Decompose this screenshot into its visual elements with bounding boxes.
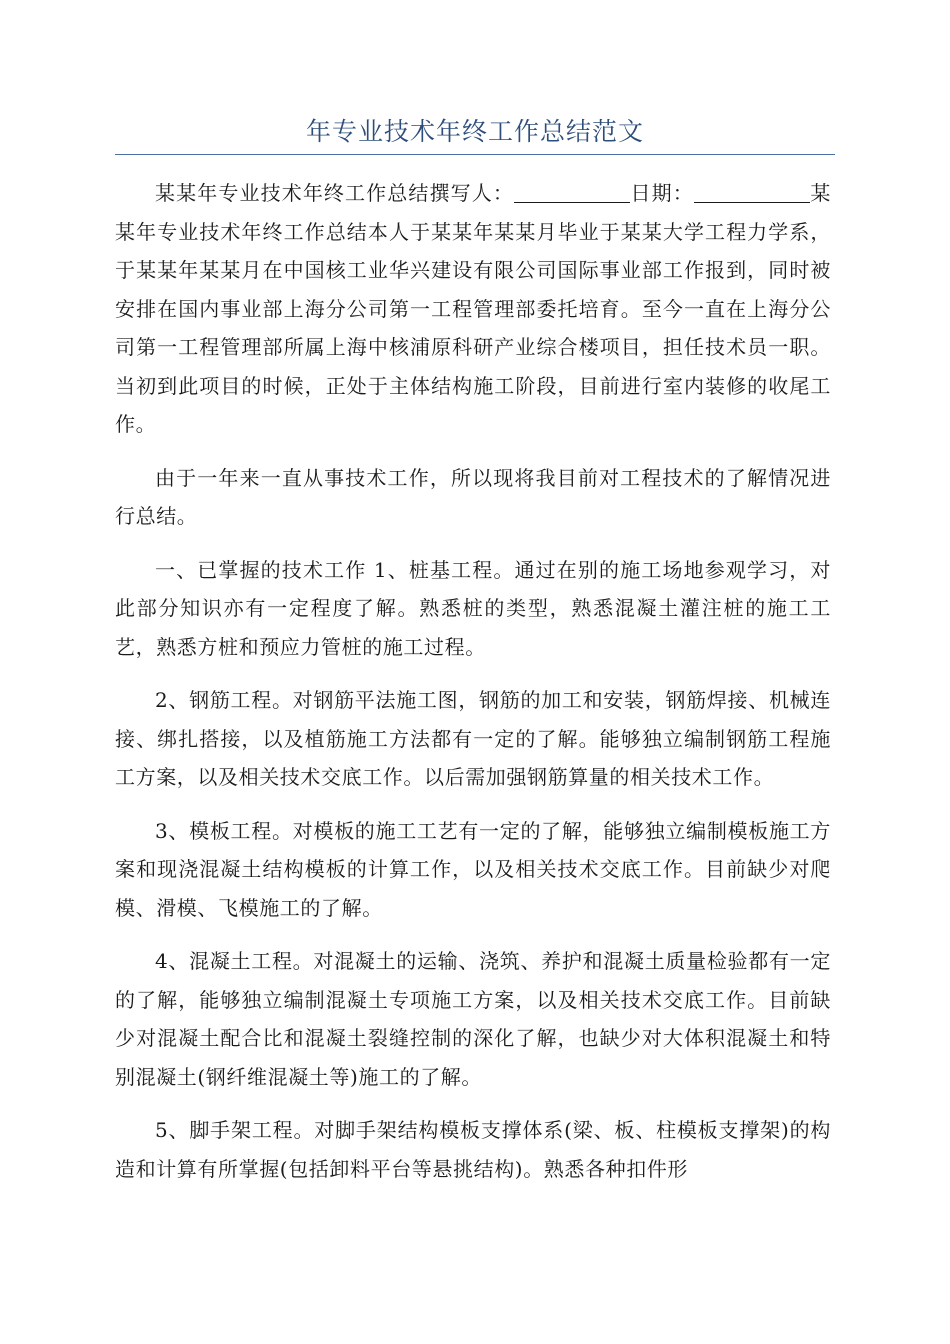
author-blank [514, 182, 630, 203]
body-paragraph: 2、钢筋工程。对钢筋平法施工图，钢筋的加工和安装，钢筋焊接、机械连接、绑扎搭接，以及植筋施工方法都有一定的了解。能够独立编制钢筋工程施工方案，以及相关技术交底工作。以后需加强钢筋算量的相关技术工作。 [115, 688, 831, 789]
body-paragraph: 4、混凝土工程。对混凝土的运输、浇筑、养护和混凝土质量检验都有一定的了解，能够独立编制混凝土专项施工方案，以及相关技术交底工作。目前缺少对混凝土配合比和混凝土裂缝控制的深化了解，也缺少对大体积混凝土和特别混凝土(钢纤维混凝土等)施工的了解。 [115, 949, 831, 1089]
body-paragraph: 由于一年来一直从事技术工作，所以现将我目前对工程技术的了解情况进行总结。 [115, 465, 831, 528]
intro-paragraph [115, 174, 831, 444]
body-paragraph: 5、脚手架工程。对脚手架结构模板支撑体系(梁、板、柱模板支撑架)的构造和计算有所掌握(包括卸料平台等悬挑结构)。熟悉各种扣件形 [115, 1118, 831, 1181]
intro-body: 某某年专业技术年终工作总结本人于某某年某某月毕业于某某大学工程力学系，于某某年某某月在中国核工业华兴建设有限公司国际事业部工作报到，同时被安排在国内事业部上海分公司第一工程管理部委托培育。至今一直在上海分公司第一工程管理部所属上海中核浦原科研产业综合楼项目，担任技术员一职。当初到此项目的时候，正处于主体结构施工阶段，目前进行室内装修的收尾工作。 [115, 181, 831, 436]
body-paragraph: 一、已掌握的技术工作 1、桩基工程。通过在别的施工场地参观学习，对此部分知识亦有一定程度了解。熟悉桩的类型，熟悉混凝土灌注桩的施工工艺，熟悉方桩和预应力管桩的施工过程。 [115, 557, 831, 659]
document-title: 年专业技术年终工作总结范文 [305, 117, 644, 146]
date-blank [694, 182, 810, 203]
date-label: 日期： [630, 181, 694, 205]
author-label: 某某年专业技术年终工作总结撰写人： [155, 181, 514, 205]
document-body [115, 174, 831, 1203]
title-underline [115, 154, 835, 155]
body-paragraph: 3、模板工程。对模板的施工工艺有一定的了解，能够独立编制模板施工方案和现浇混凝土结构模板的计算工作，以及相关技术交底工作。目前缺少对爬模、滑模、飞模施工的了解。 [115, 818, 831, 920]
